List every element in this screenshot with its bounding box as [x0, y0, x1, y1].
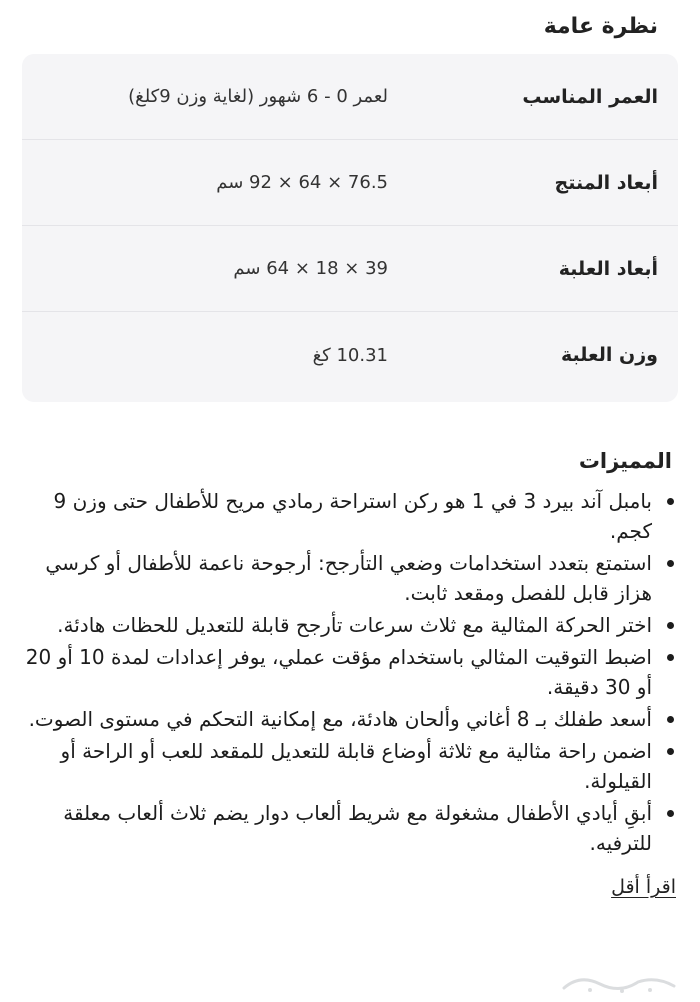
spec-label: أبعاد العلبة: [558, 257, 658, 280]
spec-value: 39 × 18 × 64 سم: [233, 258, 388, 279]
feature-text: اضبط التوقيت المثالي باستخدام مؤقت عملي، يوفر إعدادات لمدة 10 أو 20 أو 30 دقيقة.: [25, 645, 652, 699]
feature-text: بامبل آند بيرد 3 في 1 هو ركن استراحة رمادي مريح للأطفال حتى وزن 9 كجم.: [53, 489, 652, 543]
bullet-icon: [667, 810, 674, 817]
spec-row-age: [22, 54, 678, 140]
list-item: [22, 642, 678, 702]
list-item: [22, 704, 678, 734]
specs-card: [22, 54, 678, 402]
bullet-icon: [667, 560, 674, 567]
spec-label: العمر المناسب: [522, 85, 658, 108]
list-item: [22, 798, 678, 858]
feature-text: اضمن راحة مثالية مع ثلاثة أوضاع قابلة للتعديل للمقعد للعب أو الراحة أو القيلولة.: [60, 739, 652, 793]
feature-text: أسعد طفلك بـ 8 أغاني وألحان هادئة، مع إمكانية التحكم في مستوى الصوت.: [28, 707, 652, 731]
overview-title: نظرة عامة: [543, 14, 658, 39]
features-title: المميزات: [578, 449, 672, 473]
features-list: [22, 486, 678, 858]
list-item: [22, 610, 678, 640]
spec-row-product-dimensions: [22, 140, 678, 226]
bullet-icon: [667, 716, 674, 723]
feature-text: استمتع بتعدد استخدامات وضعي التأرجح: أرجوحة ناعمة للأطفال أو كرسي هزاز قابل للفصل ومقعد ثابت.: [45, 551, 652, 605]
bullet-icon: [667, 498, 674, 505]
spec-value: 10.31 كغ: [312, 344, 388, 366]
feature-text: أبقِ أيادي الأطفال مشغولة مع شريط ألعاب دوار يضم ثلاث ألعاب معلقة للترفيه.: [63, 801, 652, 855]
bullet-icon: [667, 654, 674, 661]
read-less-link[interactable]: اقرأ أقل: [611, 876, 676, 898]
feature-text: اختر الحركة المثالية مع ثلاث سرعات تأرجح قابلة للتعديل للحظات هادئة.: [57, 613, 652, 637]
list-item: [22, 486, 678, 546]
spec-value: 76.5 × 64 × 92 سم: [216, 172, 388, 193]
bullet-icon: [667, 748, 674, 755]
haraj-logo-icon: [560, 970, 680, 996]
list-item: [22, 548, 678, 608]
bullet-icon: [667, 622, 674, 629]
spec-row-box-dimensions: [22, 226, 678, 312]
spec-row-box-weight: [22, 312, 678, 398]
spec-label: أبعاد المنتج: [554, 171, 658, 194]
list-item: [22, 736, 678, 796]
spec-label: وزن العلبة: [561, 344, 658, 366]
spec-value: لعمر 0 - 6 شهور (لغاية وزن 9كلغ): [128, 86, 388, 107]
